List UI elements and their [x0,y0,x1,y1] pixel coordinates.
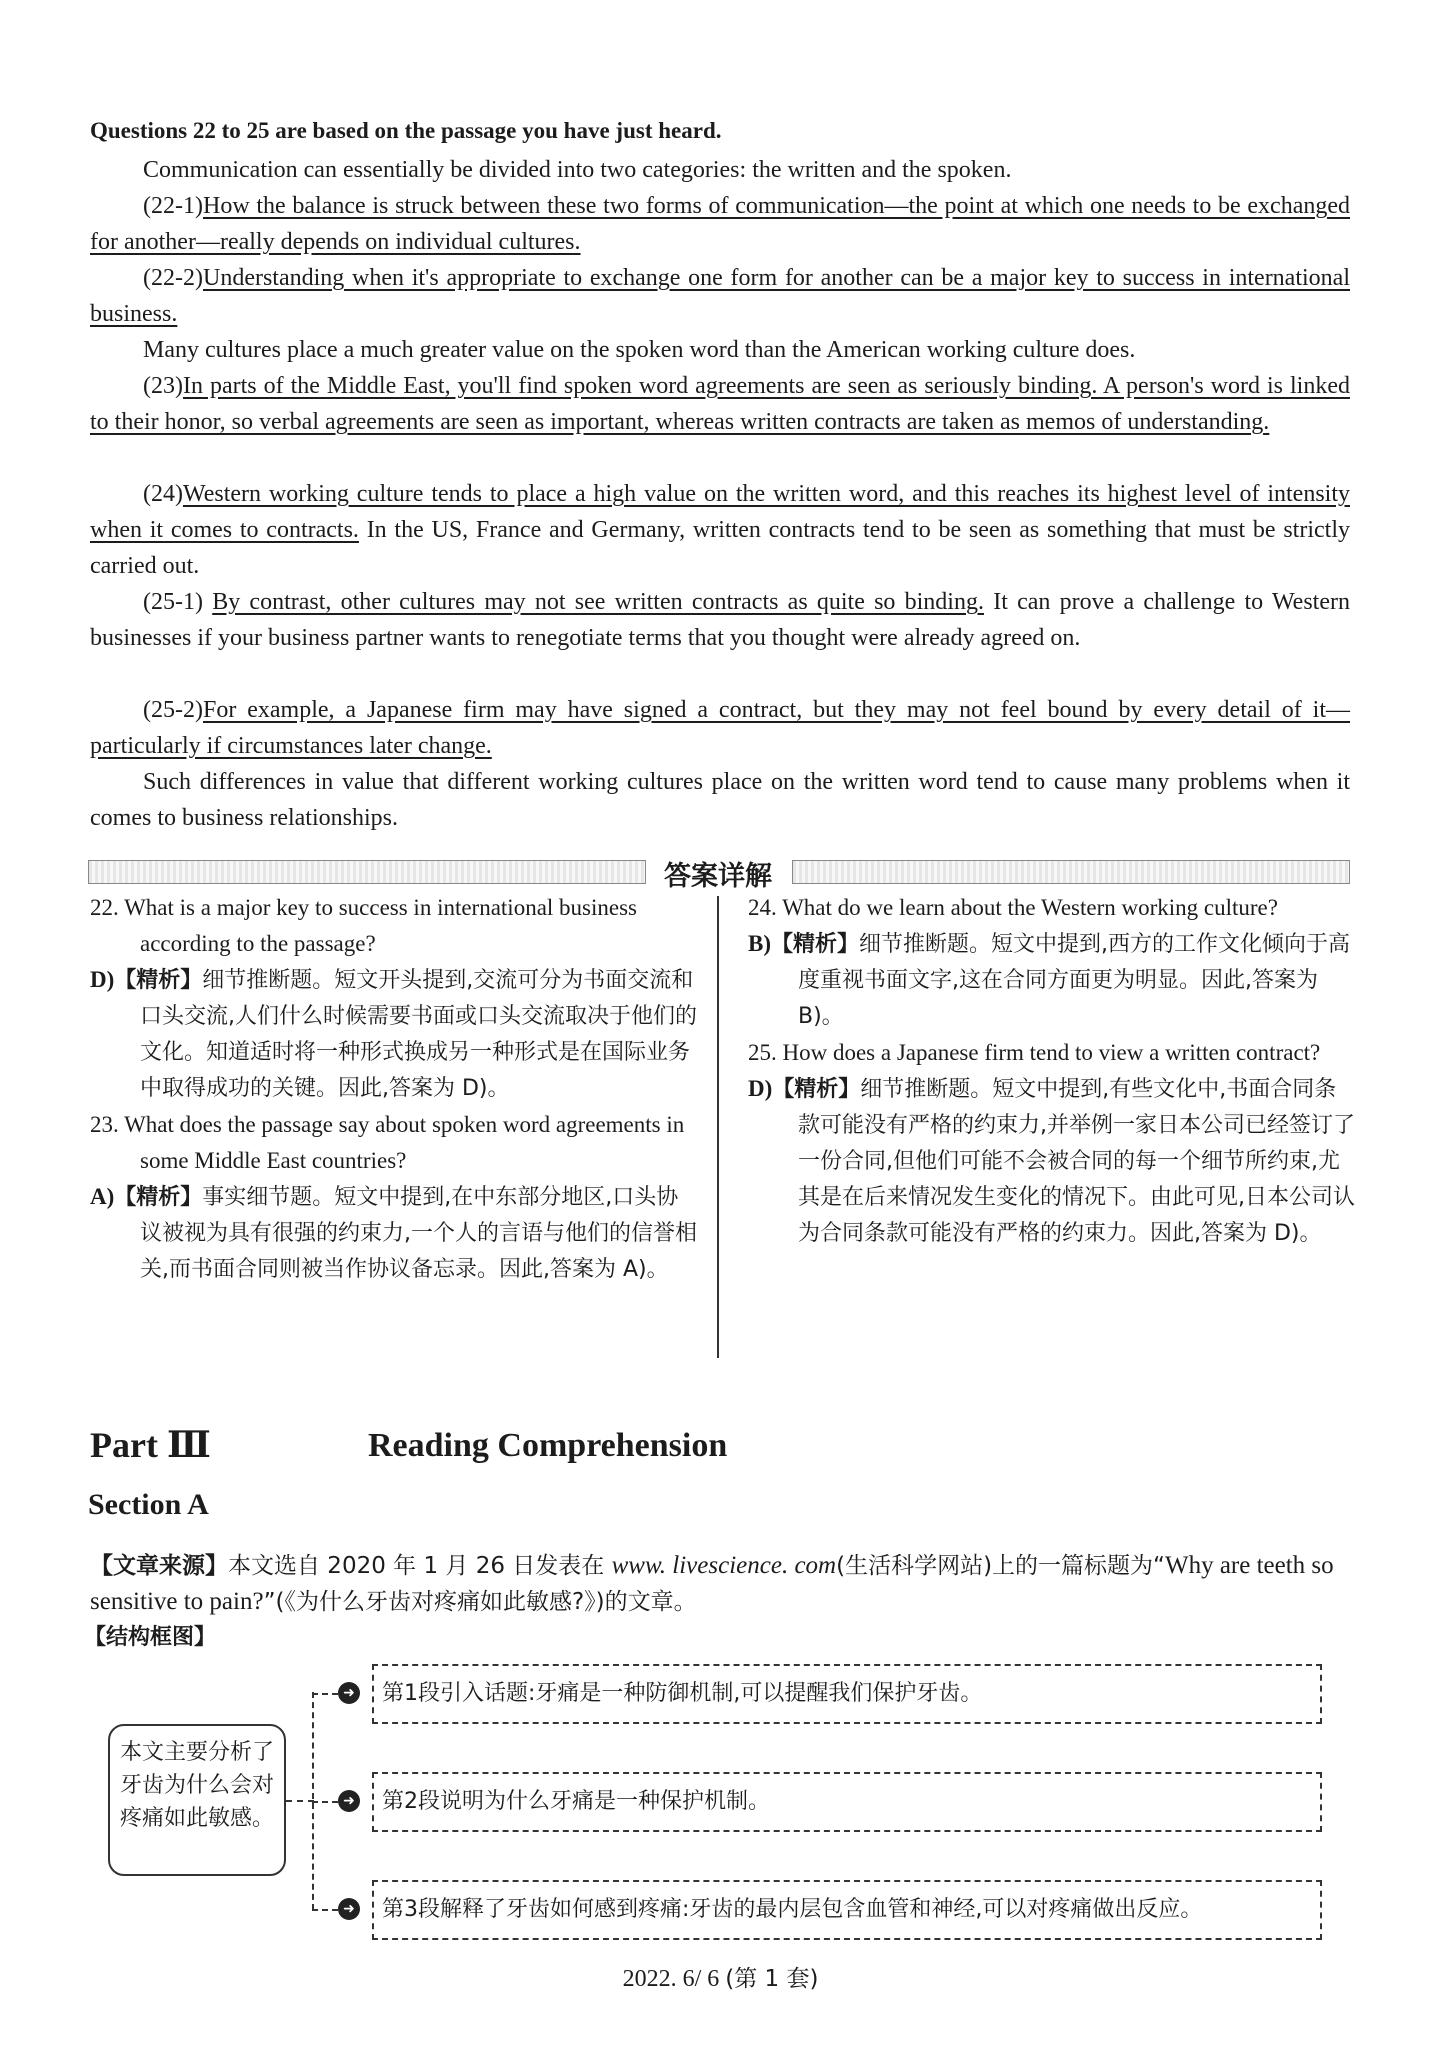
analysis-tag: 【精析】 [114,968,203,993]
passage-paragraph [90,692,1350,764]
structure-point: 第2段说明为什么牙痛是一种保护机制。 [372,1772,1322,1832]
answers-title: 答案详解 [664,861,772,892]
question-number: 23. [90,1112,119,1137]
passage-paragraph [90,152,1350,188]
page-footer [0,1960,1441,1993]
analysis-tag: 【精析】 [772,1077,861,1102]
divider-bar-left [88,860,646,884]
source-site: www. livescience. com [611,1552,837,1579]
connector-branch [312,1909,338,1911]
answer-item [748,1071,1358,1252]
passage-paragraph [90,368,1350,440]
section-label: Section A [88,1488,209,1521]
analysis-tag: 【精析】 [771,932,860,957]
passage-paragraph [90,188,1350,260]
underlined-text: In parts of the Middle East, you'll find spoken word agreements are seen as seriously binding. A person's word is linked to their honor, so verbal agreements are seen as important, whereas written contracts are taken as memos of understanding. [90,373,1350,435]
source-tag: 【文章来源】 [90,1553,228,1579]
answer-item [748,926,1358,1035]
part-label: Part Ⅲ [90,1425,211,1465]
answers-left-column [90,890,700,1288]
analysis-text: 细节推断题。短文中提到,有些文化中,书面合同条款可能没有严格的约束力,并举例一家日本公司已经签订了一份合同,但他们可能不会被合同的每一个细节所约束,尤其是在后来情况发生变化的情况下。由此可见,日本公司认为合同条款可能没有严格的约束力。因此,答案为 D)。 [798,1077,1355,1246]
question-number: 24. [748,895,777,920]
question-text: How does a Japanese firm tend to view a written contract? [782,1040,1321,1065]
answer-letter: D) [90,967,115,992]
answer-letter: A) [90,1184,115,1209]
paragraph-text: Many cultures place a much greater value on the spoken word than the American working culture does. [143,337,1136,363]
structure-point: 第3段解释了牙齿如何感到疼痛:牙齿的最内层包含血管和神经,可以对疼痛做出反应。 [372,1880,1322,1940]
question-text: What does the passage say about spoken word agreements in some Middle East countries? [124,1112,685,1173]
structure-main-box: 本文主要分析了牙齿为什么会对疼痛如此敏感。 [108,1724,286,1876]
answers-right-column [748,890,1358,1252]
question-marker: (22-2) [143,265,203,291]
source-text: (生活科学网站)上的一篇标题为“ [836,1553,1165,1579]
analysis-text: 事实细节题。短文中提到,在中东部分地区,口头协议被视为具有很强的约束力,一个人的言语与他们的信誉相关,而书面合同则被当作协议备忘录。因此,答案为 A)。 [140,1185,697,1282]
question-text: What do we learn about the Western working culture? [782,895,1278,920]
connector-branch [312,1693,338,1695]
paragraph-text: Such differences in value that different working cultures place on the written word tend to cause many problems when it comes to business relationships. [90,769,1350,831]
connector-branch [312,1801,338,1803]
question-item [748,890,1358,926]
underlined-text: Understanding when it's appropriate to exchange one form for another can be a major key to success in international business. [90,265,1350,327]
source-text: 本文选自 2020 年 1 月 26 日发表在 [228,1553,612,1579]
source-text: ”(《为什么牙齿对疼痛如此敏感?》)的文章。 [263,1589,697,1615]
article-source [90,1548,1352,1620]
passage-heading: Questions 22 to 25 are based on the passage you have just heard. [90,118,722,143]
paragraph-text: It can prove a challenge to Western businesses if your business partner wants to renegotiate terms that you thought were already agreed on. [90,589,1350,651]
question-marker: (25-1) [143,589,213,615]
answer-item [90,1179,700,1288]
passage-paragraph [90,476,1350,584]
connector-main [286,1800,314,1802]
question-marker: (22-1) [143,193,203,219]
column-divider [717,896,719,1358]
underlined-text: By contrast, other cultures may not see written contracts as quite so binding. [212,589,984,615]
question-item [748,1035,1358,1071]
question-text: What is a major key to success in international business according to the passage? [124,895,638,956]
part-title: Reading Comprehension [368,1427,728,1464]
question-marker: (24) [143,481,183,507]
question-item [90,1107,700,1179]
paragraph-text: In the US, France and Germany, written contracts tend to be seen as something that must be strictly carried out. [90,517,1350,579]
arrow-right-icon: ➜ [338,1682,360,1704]
footer-set: (第 1 套) [725,1966,819,1992]
footer-date: 2022. 6/ 6 [622,1966,720,1992]
question-marker: (25-2) [143,697,203,723]
passage-paragraph [90,332,1350,368]
underlined-text: For example, a Japanese firm may have signed a contract, but they may not feel bound by every detail of it—particularly if circumstances later change. [90,697,1350,759]
question-marker: (23) [143,373,183,399]
passage-paragraph [90,764,1350,836]
paragraph-text: Communication can essentially be divided into two categories: the written and the spoken. [143,157,1012,183]
arrow-right-icon: ➜ [338,1898,360,1920]
answer-letter: D) [748,1076,773,1101]
arrow-right-icon: ➜ [338,1790,360,1812]
question-item [90,890,700,962]
source-article-title: Why are teeth so sensitive to pain? [90,1552,1334,1615]
divider-bar-right [792,860,1350,884]
question-number: 25. [748,1040,777,1065]
analysis-text: 细节推断题。短文中提到,西方的工作文化倾向于高度重视书面文字,这在合同方面更为明显。因此,答案为 B)。 [798,932,1351,1029]
question-number: 22. [90,895,119,920]
analysis-tag: 【精析】 [114,1185,203,1210]
underlined-text: Western working culture tends to place a high value on the written word, and this reaches its highest level of intensity when it comes to contracts. [90,481,1350,543]
passage-paragraph [90,584,1350,656]
structure-point: 第1段引入话题:牙痛是一种防御机制,可以提醒我们保护牙齿。 [372,1664,1322,1724]
answers-divider [88,854,1350,892]
underlined-text: How the balance is struck between these two forms of communication—the point at which one needs to be exchanged for another—really depends on individual cultures. [90,193,1350,255]
passage-paragraph [90,260,1350,332]
structure-label: 【结构框图】 [84,1625,217,1650]
answer-letter: B) [748,931,771,956]
analysis-text: 细节推断题。短文开头提到,交流可分为书面交流和口头交流,人们什么时候需要书面或口头交流取决于他们的文化。知道适时将一种形式换成另一种形式是在国际业务中取得成功的关键。因此,答案为 D)。 [140,968,697,1101]
answer-item [90,962,700,1107]
